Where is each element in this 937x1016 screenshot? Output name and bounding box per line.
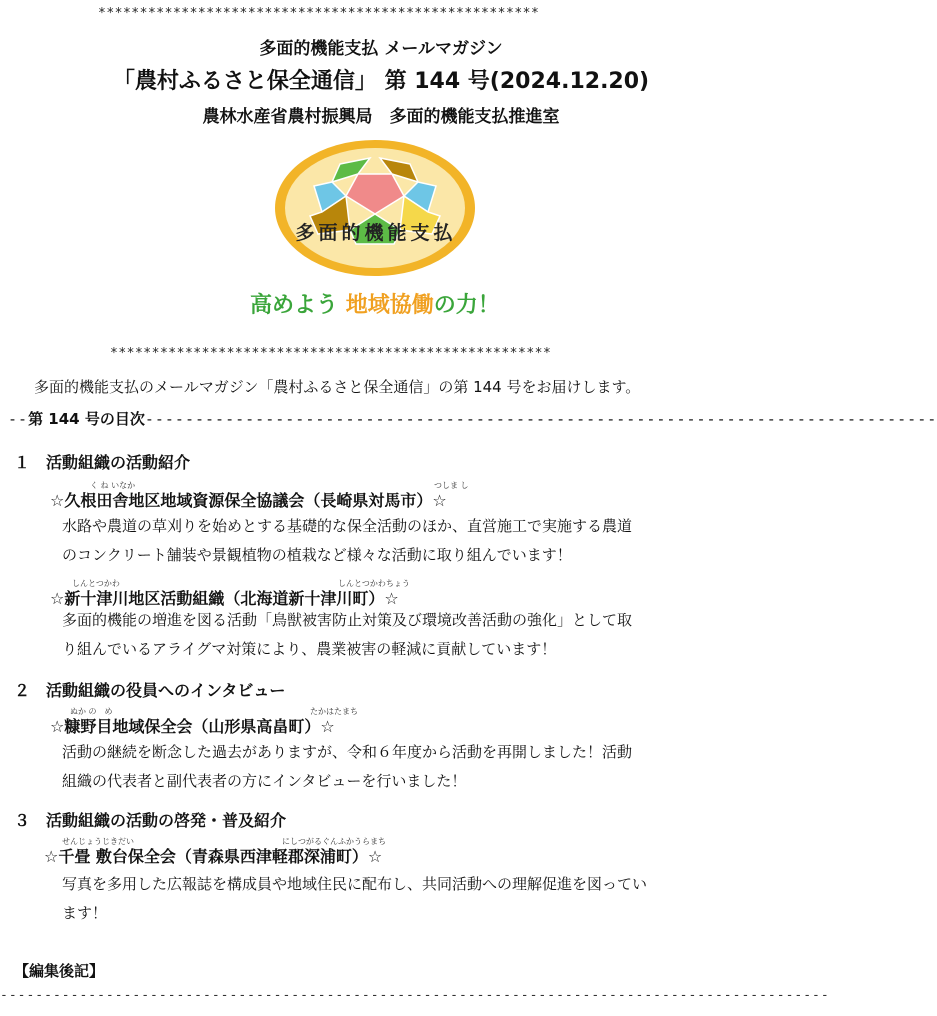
ruby-nishitsugaru: にしつがるぐんふかうらまち: [282, 837, 386, 846]
ruby-tsushima: つしま し: [434, 481, 469, 490]
ruby-kuneinaka: く ね いなか: [90, 481, 136, 490]
section-heading-3: ３ 活動組織の活動の啓発・普及紹介: [14, 811, 287, 830]
desc-line: のコンクリート舗装や景観植物の植栽など様々な活動に取り組んでいます！: [62, 546, 572, 564]
item-title-kuneinaka: ☆久根田舎地区地域資源保全協議会（長崎県対馬市）☆: [50, 491, 447, 510]
item-desc-shintotsukawa: [62, 606, 752, 664]
header-line1: 多面的機能支払 メールマガジン: [259, 39, 503, 59]
ruby-senjojikidai: せんじょうじきだい: [62, 837, 134, 846]
slogan-part3: の力！: [433, 293, 500, 318]
toc-dashes: -------------------------------------------------------------------------------: [144, 410, 937, 428]
header-line3: 農林水産省農村振興局 多面的機能支払推進室: [202, 107, 560, 127]
slogan-part2: 地域協働: [345, 293, 434, 318]
item-desc-senjojikidai: [62, 870, 752, 928]
stars-divider-mid: *****************************************************: [110, 346, 552, 361]
desc-line: 活動の継続を断念した過去がありますが、令和６年度から活動を再開しました！活動: [62, 743, 633, 761]
bottom-divider: ----------------------------------------------------------------------------------------------: [0, 988, 830, 1003]
ruby-nukanome: ぬか の め: [70, 707, 113, 716]
logo-graphic: [270, 136, 480, 281]
desc-line: 水路や農道の草刈りを始めとする基礎的な保全活動のほか、直営施工で実施する農道: [62, 517, 633, 535]
tamenteki-logo: [270, 136, 480, 281]
slogan-part1: 高めよう: [250, 293, 339, 318]
toc-title: 第 144 号の目次: [28, 410, 145, 428]
item-desc-nukanome: [62, 738, 752, 796]
item-title-senjojikidai: ☆千畳 敷台保全会（青森県西津軽郡深浦町）☆: [44, 847, 383, 866]
toc-prefix: --: [8, 410, 29, 428]
ruby-shintotsukawa: しんとつかわ: [72, 579, 120, 588]
item-title-shintotsukawa: ☆新十津川地区活動組織（北海道新十津川町）☆: [50, 589, 399, 608]
stars-divider-top: *****************************************************: [98, 6, 540, 21]
item-title-nukanome: ☆糠野目地域保全会（山形県高畠町）☆: [50, 717, 335, 736]
desc-line: 写真を多用した広報誌を構成員や地域住民に配布し、共同活動への理解促進を図ってい: [62, 875, 648, 893]
editorial-heading: 【編集後記】: [14, 962, 105, 980]
intro-text: 多面的機能支払のメールマガジン「農村ふるさと保全通信」の第 144 号をお届けします。: [34, 378, 641, 396]
section-heading-2: ２ 活動組織の役員へのインタビュー: [14, 681, 286, 700]
item-desc-kuneinaka: [62, 512, 752, 570]
desc-line: り組んでいるアライグマ対策により、農業被害の軽減に貢献しています！: [62, 640, 557, 658]
ruby-takahata: たかはたまち: [310, 707, 358, 716]
logo-text: 多面的機能支払: [295, 222, 457, 244]
ruby-shintotsukawacho: しんとつかわちょう: [338, 579, 410, 588]
section-heading-1: １ 活動組織の活動紹介: [14, 453, 191, 472]
desc-line: 組織の代表者と副代表者の方にインタビューを行いました！: [62, 772, 467, 790]
header-title: 「農村ふるさと保全通信」 第 144 号(2024.12.20): [112, 69, 650, 94]
desc-line: ます！: [62, 904, 108, 922]
desc-line: 多面的機能の増進を図る活動「鳥獣被害防止対策及び環境改善活動の強化」として取: [62, 611, 633, 629]
slogan: [250, 288, 500, 319]
toc-header: [8, 408, 937, 429]
